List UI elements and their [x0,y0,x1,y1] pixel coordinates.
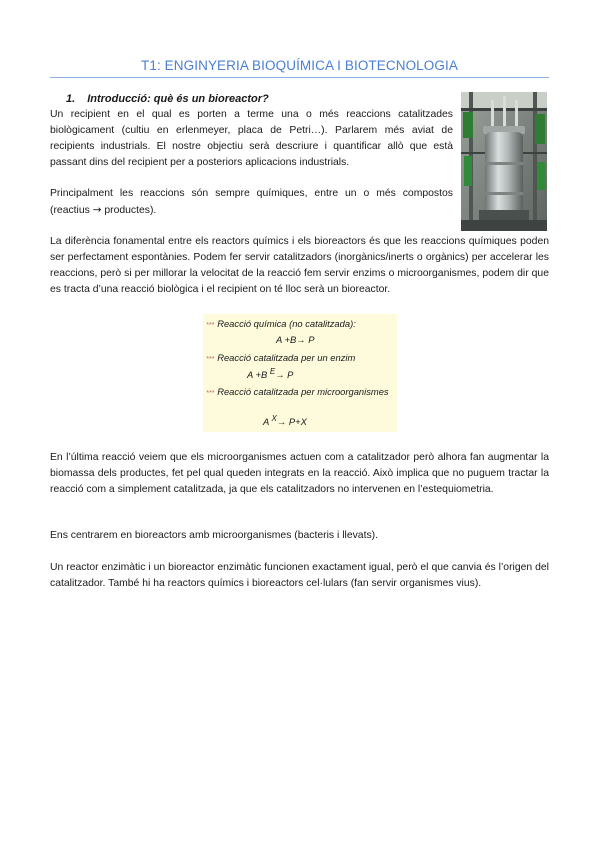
paragraph-difference: La diferència fonamental entre els reactors químics i els bioreactors és que les reaccions químiques poden ser perfectament espontànies. Podem fer servir catalitzadors (inorgànics/inerts o orgànics) per accelerar les reaccions, però si per millorar la velocitat de la reacció fem servir enzims o microorganismes, podem dir que es tracta d’una reacció biològica i el recipient on té lloc serà un bioreactor. [50,236,549,295]
reaction-1-label-text: Reacció química (no catalitzada): [217,318,356,329]
bioreactor-photo [461,92,547,231]
right-arrow-icon: → [92,204,102,216]
paragraph-focus: Ens centrarem en bioreactors amb microorganismes (bacteris i llevats). [50,530,379,541]
reaction-3-rhs: → P+X [276,416,307,427]
reaction-2-catalyst: E [269,367,276,376]
reaction-3-label-text: Reacció catalitzada per microorganismes [217,386,389,397]
reaction-2-equation [247,369,293,380]
reaction-3-label [206,386,389,397]
section-heading [66,93,269,105]
reaction-1-equation: A +B→ P [276,334,315,345]
section-number: 1. [66,93,76,105]
reaction-2-label-text: Reacció catalitzada per un enzim [217,352,356,363]
paragraph-microorganisms: En l’última reacció veiem que els microorganismes actuen com a catalitzador però alhora fan augmentar la biomassa dels productes, fet pel qual queden integrats en la reacció. Això implica que no puguem tractar la reacció com a simplement catalitzada, ja que els catalitzadors no intervenen en l’estequiometria. [50,452,549,495]
paragraph-reactions [50,186,453,219]
reactions-box [203,314,397,432]
page-title: T1: ENGINYERIA BIOQUÍMICA I BIOTECNOLOGIA [141,58,458,73]
section-heading-text: Introducció: què és un bioreactor? [87,93,269,105]
paragraph-definition: Un recipient en el qual es porten a terme una o més reaccions catalitzades biològicament (cultiu en erlenmeyer, placa de Petri…). Parlarem més aviat de recipients industrials. El nostre objectiu serà descriure i quantificar allò que està passant dins del recipient per a posteriors aplicacions industrials. [50,109,453,168]
paragraph-reactions-text-b: productes). [101,205,157,216]
reaction-3-equation [263,416,307,427]
reaction-2-lhs: A +B [247,369,268,380]
reaction-1-label [206,318,356,329]
reaction-2-label [206,352,355,363]
reaction-bullet: *** [206,356,215,363]
paragraph-enzymatic: Un reactor enzimàtic i un bioreactor enzimàtic funcionen exactament igual, però el que canvia és l’origen del catalitzador. També hi ha reactors químics i bioreactors cel·lulars (fan servir organismes vius). [50,562,549,589]
reaction-3-catalyst: X [271,414,277,423]
reaction-bullet: *** [206,390,215,397]
title-rule [50,77,549,78]
reaction-2-rhs: → P [275,369,294,380]
paragraph-reactions-text-a: Principalment les reaccions són sempre químiques, entre un o més compostos (reactius [50,188,453,216]
reaction-bullet: *** [206,322,215,329]
reaction-3-lhs: A [263,416,269,427]
